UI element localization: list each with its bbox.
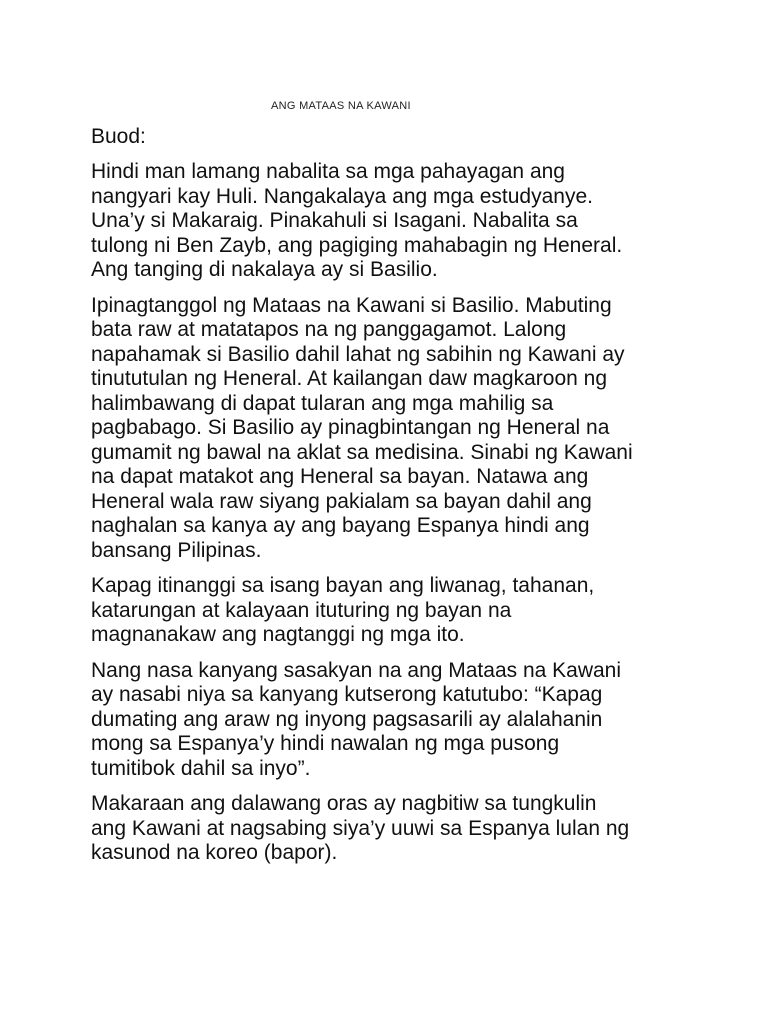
text-line: tinututulan ng Heneral. At kailangan daw magkaroon ng [91,367,608,390]
text-line: ay nasabi niya sa kanyang kutserong katutubo: “Kapag [91,683,603,706]
text-line: dumating ang araw ng inyong pagsasarili ay alalahanin [91,707,603,731]
text-line: na dapat matakot ang Heneral sa bayan. Natawa ang [91,465,589,488]
text-line: Hindi man lamang nabalita sa mga pahayagan ang [91,160,565,183]
document-title: ANG MATAAS NA KAWANI [271,100,411,112]
paragraph-1 [91,160,691,283]
text-line: kasunod na koreo (bapor). [91,841,338,864]
text-line: pagbabago. Si Basilio ay pinagbintangan ng Heneral na [91,416,610,439]
text-line: nangyari kay Huli. Nangakalaya ang mga estudyanye. [91,184,593,208]
paragraph-4 [91,659,691,782]
text-line: gumamit ng bawal na aklat sa medisina. Sinabi ng Kawani [91,440,633,464]
text-line: Ipinagtanggol ng Mataas na Kawani si Basilio. Mabuting [91,293,612,317]
paragraph-2 [91,294,691,564]
text-line: Una’y si Makaraig. Pinakahuli si Isagani. Nabalita sa [91,209,578,232]
paragraph-3 [91,574,691,648]
text-line: Kapag itinanggi sa isang bayan ang liwanag, tahanan, [91,574,595,597]
document-body [91,160,691,877]
text-line: bata raw at matatapos na ng panggagamot. Lalong [91,318,567,341]
text-line: Nang nasa kanyang sasakyan na ang Mataas na Kawani [91,658,622,682]
text-line: magnanakaw ang nagtanggi ng mga ito. [91,623,465,646]
text-line: katarungan at kalayaan ituturing ng bayan na [91,598,512,622]
text-line: tulong ni Ben Zayb, ang pagiging mahabagin ng Heneral. [91,233,623,257]
text-line: napahamak si Basilio dahil lahat ng sabihin ng Kawani ay [91,342,625,366]
text-line: halimbawang di dapat tularan ang mga mahilig sa [91,391,554,415]
text-line: bansang Pilipinas. [91,538,262,562]
text-line: ang Kawani at nagsabing siya’y uuwi sa Espanya lulan ng [91,816,630,840]
paragraph-5 [91,792,691,866]
text-line: Heneral wala raw siyang pakialam sa bayan dahil ang [91,489,592,513]
text-line: tumitibok dahil sa inyo”. [91,756,311,780]
text-line: naghalan sa kanya ay ang bayang Espanya hindi ang [91,514,590,537]
text-line: mong sa Espanya’y hindi nawalan ng mga pusong [91,732,560,755]
summary-heading: Buod: [91,125,146,148]
text-line: Ang tanging di nakalaya ay si Basilio. [91,258,438,281]
text-line: Makaraan ang dalawang oras ay nagbitiw sa tungkulin [91,792,597,815]
